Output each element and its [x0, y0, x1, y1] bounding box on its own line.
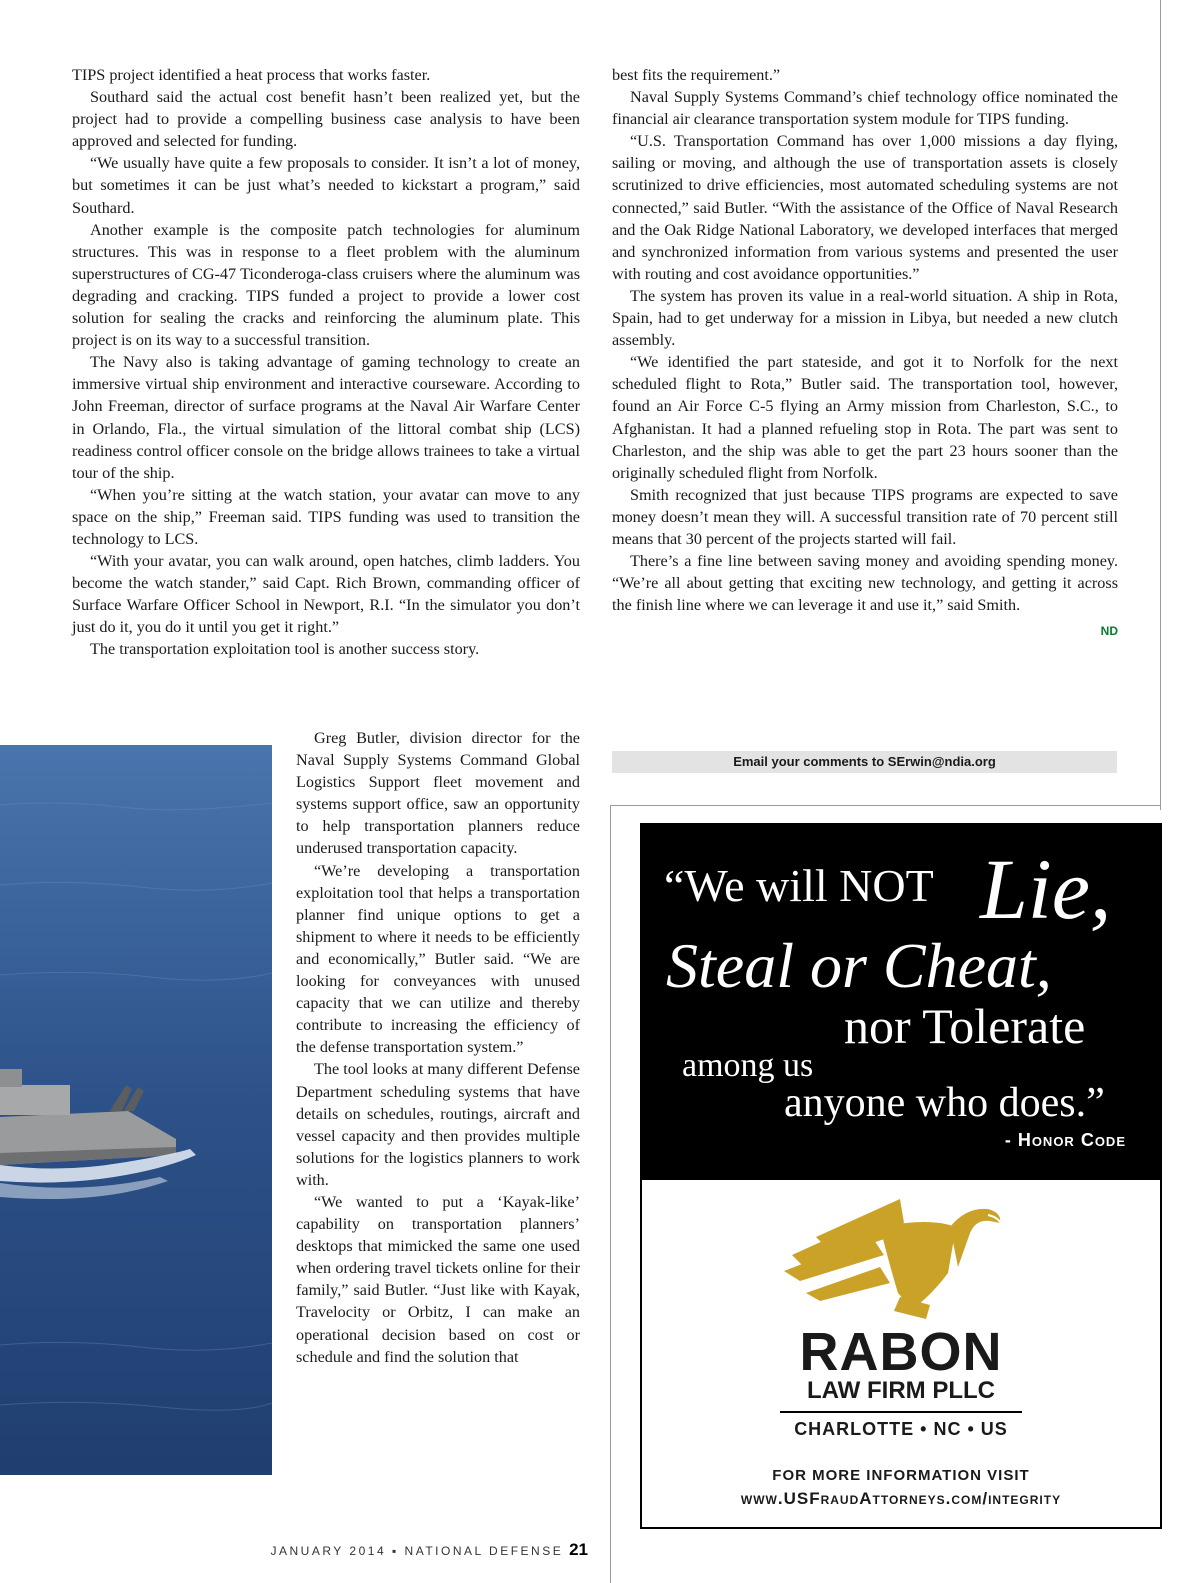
ship-photo	[0, 745, 272, 1475]
honor-code-panel	[642, 825, 1160, 1180]
paragraph: There’s a fine line between saving money and avoiding spending money. “We’re all about getting that exciting new technology, and getting it across the finish line where we can leverage it and use it,” said Smith.	[612, 552, 1118, 615]
paragraph: “U.S. Transportation Command has over 1,000 missions a day flying, sailing or moving, and although the use of transportation assets is closely scrutinized to drive efficiencies, most automated scheduling systems are not connected,” said Butler. “With the assistance of the Office of Naval Research and the Oak Ridge National Laboratory, we developed interfaces that merged and synchronized information from various systems and presented the user with routing and cost avoidance opportunities.”	[612, 132, 1118, 283]
paragraph: Southard said the actual cost benefit hasn’t been realized yet, but the project had to provide a compelling business case analysis to have been approved and selected for funding.	[72, 88, 580, 151]
quote-line: among us	[682, 1047, 814, 1084]
eagle-logo-icon	[780, 1197, 1020, 1321]
article-column-left	[72, 64, 580, 661]
paragraph: “We identified the part stateside, and got it to Norfolk for the next scheduled flight to Rota,” Butler said. The transportation tool, however, found an Air Force C-5 flying an Army mission from Charleston, S.C., to Afghanistan. It had a planned refueling stop in Rota. The part was sent to Charleston, and the ship was able to get the part 23 hours sooner than the originally scheduled flight from Norfolk.	[612, 353, 1118, 482]
email-comments-bar	[612, 751, 1117, 773]
firm-name: RABON	[799, 1322, 1003, 1382]
firm-type: LAW FIRM PLLC	[807, 1377, 995, 1404]
paragraph: “We’re developing a transportation exploitation tool that helps a transportation planner find unique options to get a shipment to where it needs to be efficiently and economically,” Butler said. “We are looking for conveyances with unused capacity that we can utilize and thereby contribute to increasing the efficiency of the defense transportation system.”	[296, 861, 580, 1057]
paragraph: The Navy also is taking advantage of gaming technology to create an immersive virtual ship environment and interactive courseware. According to John Freeman, director of surface programs at the Naval Air Warfare Center in Orlando, Fla., the virtual simulation of the littoral combat ship (LCS) readiness control officer console on the bridge allows trainees to take a virtual tour of the ship.	[72, 353, 580, 482]
page-edge-rule	[1160, 0, 1161, 810]
paragraph: “We usually have quite a few proposals to consider. It isn’t a lot of money, but sometimes it can be just what’s needed to kickstart a program,” said Southard.	[72, 154, 580, 217]
divider	[780, 1411, 1022, 1413]
quote-line: “We will NOT	[664, 860, 934, 911]
end-mark: ND	[1100, 624, 1118, 639]
paragraph: “When you’re sitting at the watch station, your avatar can move to any space on the ship,” Freeman said. TIPS funding was used to transition the technology to LCS.	[72, 485, 580, 548]
paragraph: “With your avatar, you can walk around, open hatches, climb ladders. You become the watch stander,” said Capt. Rich Brown, commanding officer of Surface Warfare Officer School in Newport, R.I. “In the simulator you don’t just do it, you do it until you get it right.”	[72, 552, 580, 637]
paragraph: The system has proven its value in a real-world situation. A ship in Rota, Spain, had to get underway for a mission in Libya, but needed a new clutch assembly.	[612, 286, 1118, 350]
page-number: 21	[569, 1540, 588, 1559]
paragraph: Another example is the composite patch technologies for aluminum structures. This was in response to a fleet problem with the aluminum superstructures of CG-47 Ticonderoga-class cruisers where the aluminum was degrading and cracking. TIPS funded a project to provide a lower cost solution for sealing the cracks and reinforcing the aluminum plate. This project is on its way to a successful transition.	[72, 220, 580, 350]
quote-line: Lie,	[980, 841, 1112, 937]
quote-line: Steal or Cheat,	[666, 930, 1052, 1001]
quote-line: anyone who does.”	[784, 1080, 1105, 1126]
email-link[interactable]: SErwin@ndia.org	[887, 754, 996, 769]
paragraph: The tool looks at many different Defense Department scheduling systems that have details on schedules, routings, aircraft and vessel capacity and then provides multiple solutions for the logistics planners to work with.	[296, 1060, 580, 1189]
page-footer	[268, 1540, 588, 1560]
issue-line: JANUARY 2014 ▪ NATIONAL DEFENSE	[270, 1544, 564, 1558]
paragraph: Naval Supply Systems Command’s chief technology office nominated the financial air clearance transportation system module for TIPS funding.	[612, 88, 1118, 129]
paragraph: The transportation exploitation tool is another success story.	[90, 640, 480, 659]
info-label: FOR MORE INFORMATION VISIT	[772, 1467, 1030, 1484]
paragraph: Smith recognized that just because TIPS programs are expected to save money doesn’t mean they will. A successful transition rate of 70 percent still means that 30 percent of the projects started will fail.	[612, 485, 1118, 548]
firm-location: CHARLOTTE • NC • US	[794, 1419, 1008, 1439]
quote-line: nor Tolerate	[844, 998, 1086, 1054]
advertisement[interactable]	[640, 823, 1162, 1529]
email-prefix: Email your comments to	[733, 754, 888, 769]
article-column-right	[612, 64, 1118, 642]
paragraph: “We wanted to put a ‘Kayak-like’ capability on transportation planners’ desktops that mimicked the same one used when ordering travel tickets online for their family,” said Butler. “Just like with Kayak, Travelocity or Orbitz, I can make an operational decision based on cost or schedule and find the solution that	[296, 1192, 580, 1366]
article-column-narrow	[296, 727, 580, 1368]
firm-website-link[interactable]: www.USFraudAttorneys.com/integrity	[740, 1489, 1062, 1508]
quote-credit: - Honor Code	[1004, 1130, 1126, 1150]
paragraph: TIPS project identified a heat process that works faster.	[72, 66, 431, 84]
paragraph: Greg Butler, division director for the Naval Supply Systems Command Global Logistics Support fleet movement and systems support office, saw an opportunity to help transportation planners reduce underused transportation capacity.	[296, 729, 580, 858]
paragraph: best fits the requirement.”	[612, 66, 781, 84]
